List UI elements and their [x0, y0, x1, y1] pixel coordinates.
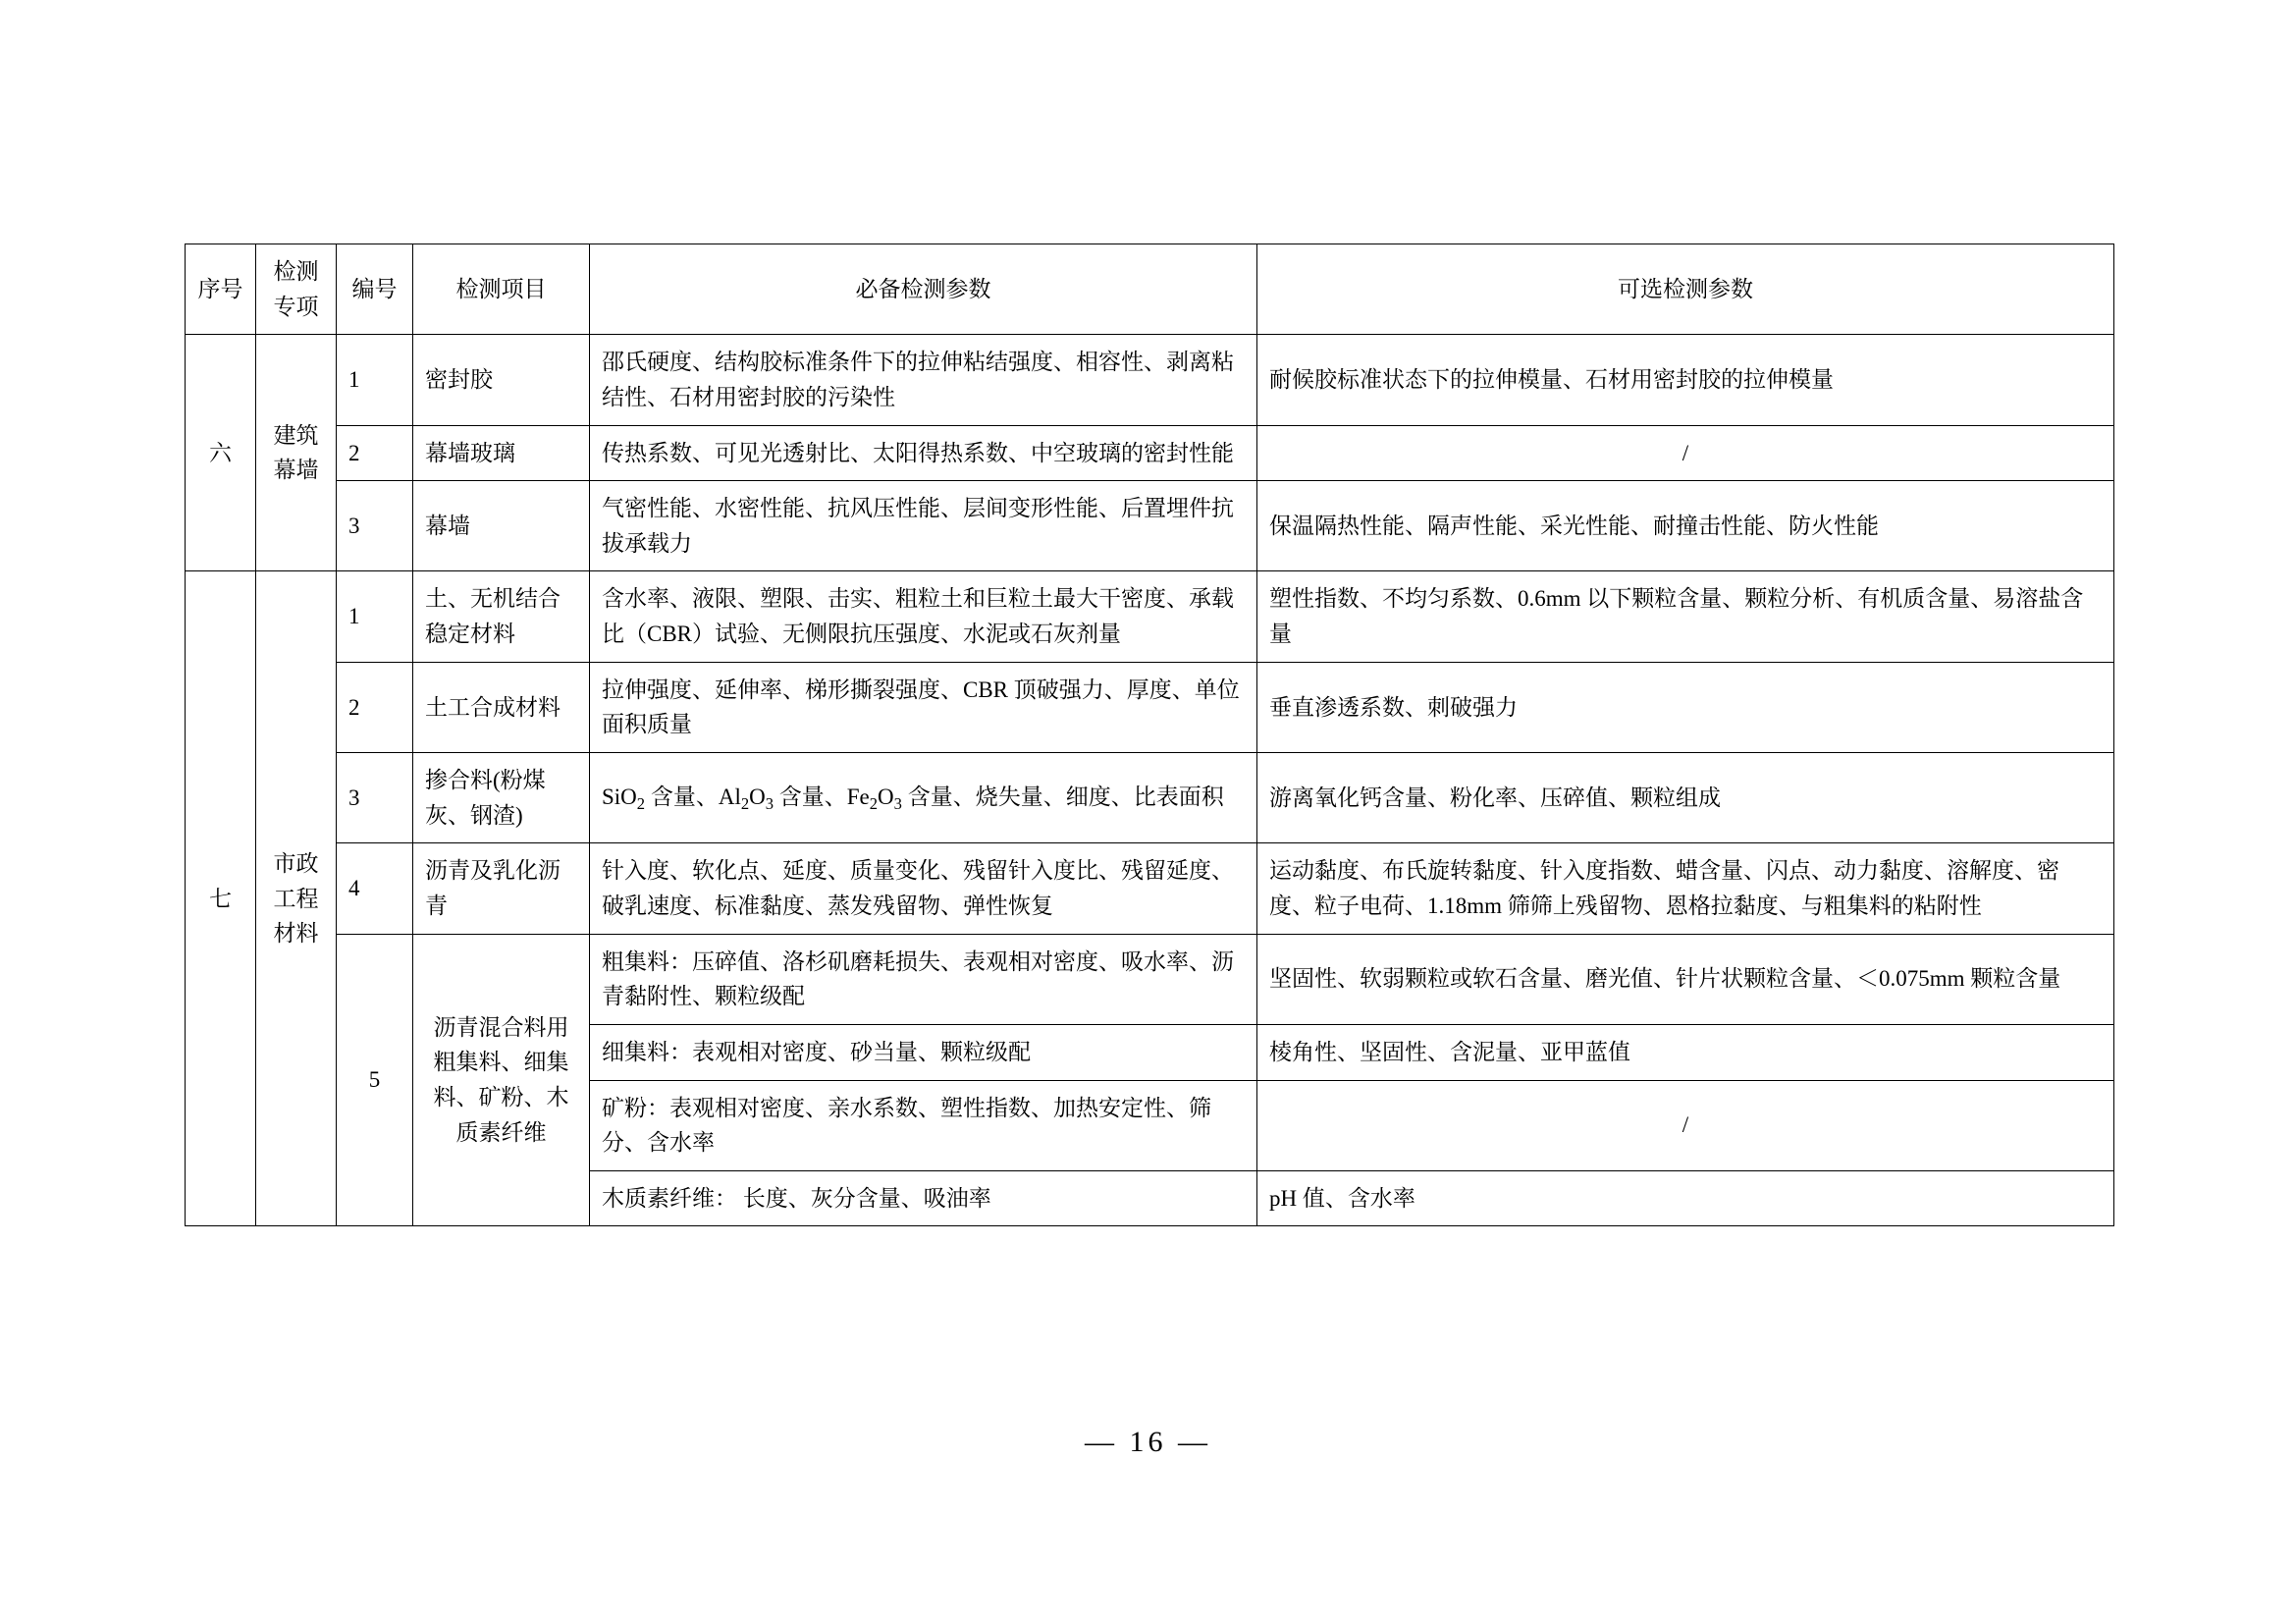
header-item: 检测项目: [413, 244, 590, 335]
header-specialty: [256, 244, 337, 335]
row-optional-params: 垂直渗透系数、刺破强力: [1257, 662, 2114, 752]
group-seq: 六: [186, 335, 256, 571]
table-row: [186, 425, 2114, 481]
row-optional-params: /: [1257, 425, 2114, 481]
group-specialty-text: 市政 工程 材料: [273, 851, 319, 947]
row-must-params: 木质素纤维： 长度、灰分含量、吸油率: [590, 1170, 1257, 1226]
row-must-params: 矿粉：表观相对密度、亲水系数、塑性指数、加热安定性、筛分、含水率: [590, 1080, 1257, 1170]
row-item: 幕墙玻璃: [413, 425, 590, 481]
table-row: [186, 662, 2114, 752]
row-must-params: 邵氏硬度、结构胶标准条件下的拉伸粘结强度、相容性、剥离粘结性、石材用密封胶的污染性: [590, 335, 1257, 425]
row-item: 密封胶: [413, 335, 590, 425]
row-number: 1: [337, 571, 413, 662]
table-row: [186, 481, 2114, 571]
group-specialty: [256, 335, 337, 571]
row-must-params: 细集料：表观相对密度、砂当量、颗粒级配: [590, 1024, 1257, 1080]
table-row: [186, 753, 2114, 843]
row-optional-params: /: [1257, 1080, 2114, 1170]
row-must-params: 气密性能、水密性能、抗风压性能、层间变形性能、后置埋件抗拔承载力: [590, 481, 1257, 571]
row-must-params: 针入度、软化点、延度、质量变化、残留针入度比、残留延度、破乳速度、标准黏度、蒸发残留物、弹性恢复: [590, 843, 1257, 934]
table-row: [186, 335, 2114, 425]
row-must-params: 拉伸强度、延伸率、梯形撕裂强度、CBR 顶破强力、厚度、单位面积质量: [590, 662, 1257, 752]
row-number: 3: [337, 481, 413, 571]
row-item: 土、无机结合稳定材料: [413, 571, 590, 662]
table-header-row: [186, 244, 2114, 335]
header-must-params: 必备检测参数: [590, 244, 1257, 335]
row-optional-params: 坚固性、软弱颗粒或软石含量、磨光值、针片状颗粒含量、＜0.075mm 颗粒含量: [1257, 934, 2114, 1024]
group-seq: 七: [186, 571, 256, 1226]
row-number: 3: [337, 753, 413, 843]
row-number: 2: [337, 662, 413, 752]
row-must-params: SiO$_2$ 含量、$Al_2O_3$ 含量、$Fe_2O_3$ 含量、烧失量、细度、比表面积: [590, 753, 1257, 843]
row-item: 掺合料(粉煤灰、钢渣): [413, 753, 590, 843]
inspection-parameters-table: [185, 244, 2114, 1226]
header-seq: 序号: [186, 244, 256, 335]
row-optional-params: 塑性指数、不均匀系数、0.6mm 以下颗粒含量、颗粒分析、有机质含量、易溶盐含量: [1257, 571, 2114, 662]
table-row: [186, 571, 2114, 662]
table-row: [186, 934, 2114, 1024]
row-optional-params: 棱角性、坚固性、含泥量、亚甲蓝值: [1257, 1024, 2114, 1080]
group-specialty-text: 建筑 幕墙: [273, 422, 319, 483]
row-item: 土工合成材料: [413, 662, 590, 752]
group-specialty: [256, 571, 337, 1226]
row-optional-params: pH 值、含水率: [1257, 1170, 2114, 1226]
row-optional-params: 耐候胶标准状态下的拉伸模量、石材用密封胶的拉伸模量: [1257, 335, 2114, 425]
row-number: 4: [337, 843, 413, 934]
row-optional-params: 游离氧化钙含量、粉化率、压碎值、颗粒组成: [1257, 753, 2114, 843]
row-must-params: 传热系数、可见光透射比、太阳得热系数、中空玻璃的密封性能: [590, 425, 1257, 481]
row-optional-params: 保温隔热性能、隔声性能、采光性能、耐撞击性能、防火性能: [1257, 481, 2114, 571]
header-number: 编号: [337, 244, 413, 335]
row-number: 2: [337, 425, 413, 481]
row-must-params: 粗集料：压碎值、洛杉矶磨耗损失、表观相对密度、吸水率、沥青黏附性、颗粒级配: [590, 934, 1257, 1024]
row-must-params: 含水率、液限、塑限、击实、粗粒土和巨粒土最大干密度、承载比（CBR）试验、无侧限抗压强度、水泥或石灰剂量: [590, 571, 1257, 662]
header-optional-params: 可选检测参数: [1257, 244, 2114, 335]
row-number: 5: [337, 934, 413, 1226]
table-row: [186, 843, 2114, 934]
row-item: 幕墙: [413, 481, 590, 571]
row-item: 沥青混合料用粗集料、细集料、矿粉、木质素纤维: [413, 934, 590, 1226]
row-optional-params: 运动黏度、布氏旋转黏度、针入度指数、蜡含量、闪点、动力黏度、溶解度、密度、粒子电荷、1.18mm 筛筛上残留物、恩格拉黏度、与粗集料的粘附性: [1257, 843, 2114, 934]
row-number: 1: [337, 335, 413, 425]
row-item: 沥青及乳化沥青: [413, 843, 590, 934]
header-specialty-text: 检测 专项: [273, 259, 319, 319]
page-number: — 16 —: [1085, 1426, 1211, 1458]
